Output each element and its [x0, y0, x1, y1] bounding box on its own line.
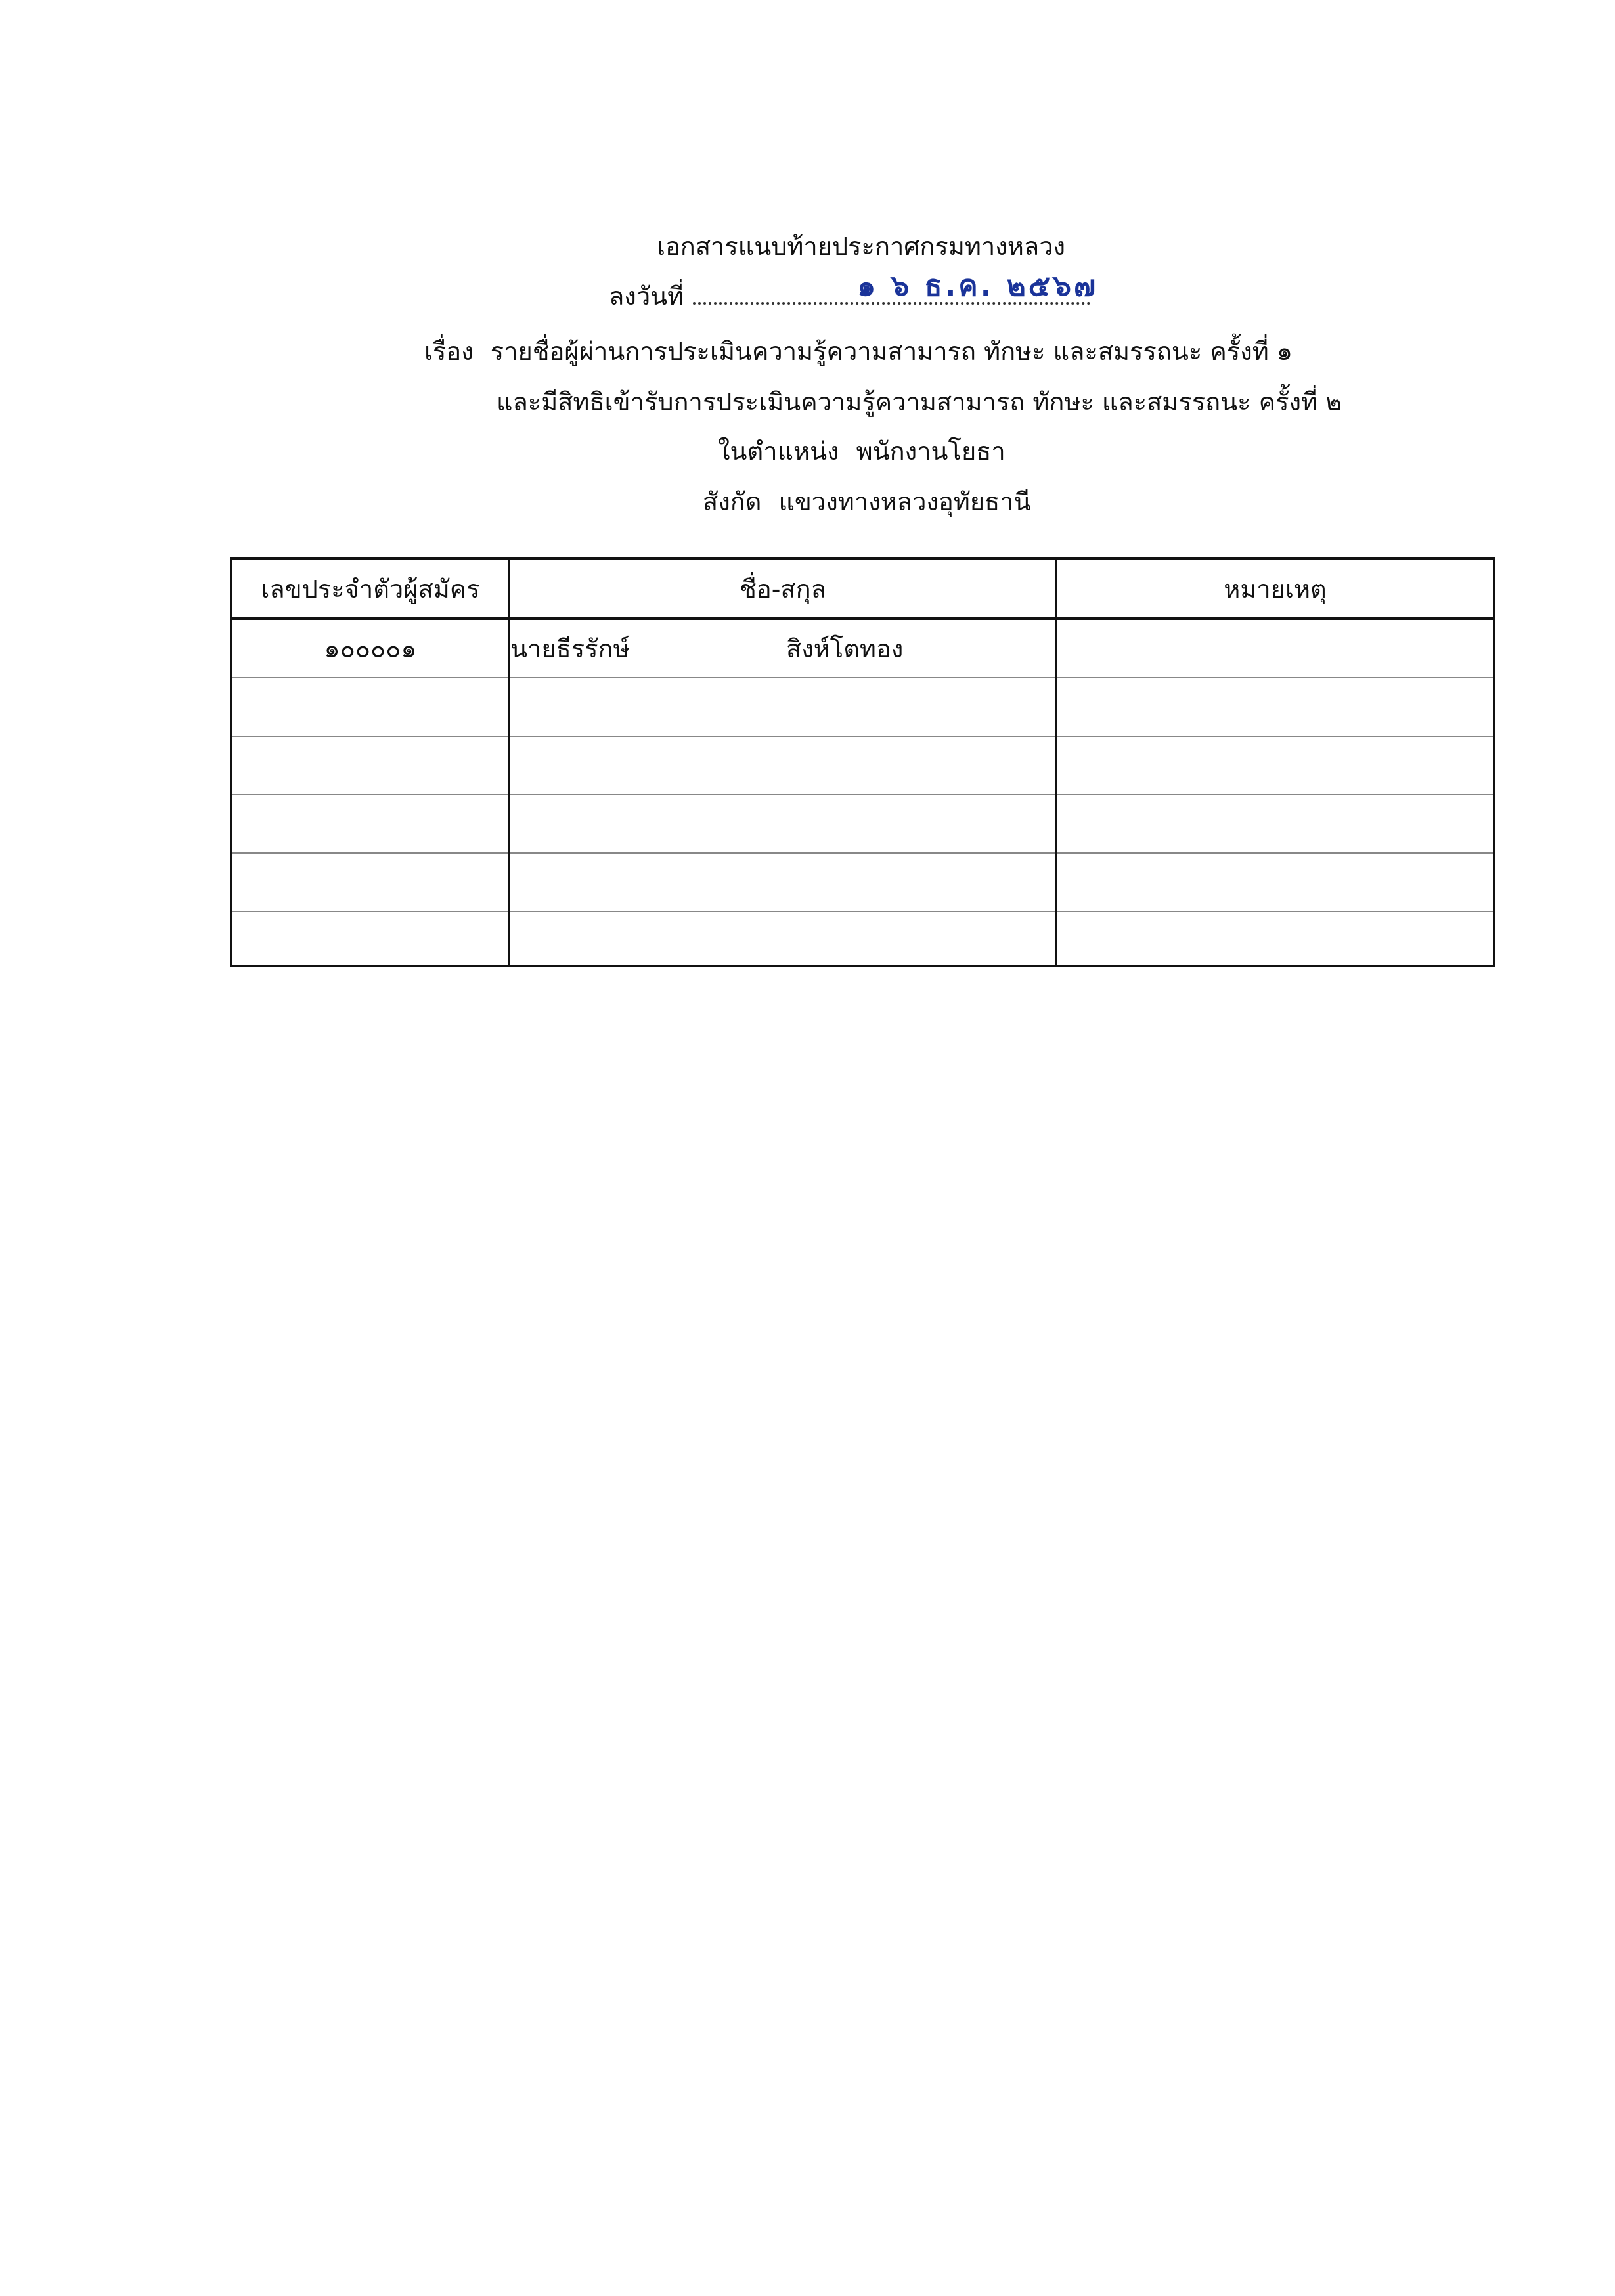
cell-name: [510, 912, 1057, 966]
cell-note: [1057, 736, 1495, 795]
cell-applicant-id: [231, 678, 510, 736]
cell-applicant-id: [231, 853, 510, 912]
position-label: ในตำแหน่ง: [718, 437, 839, 466]
cell-name: [510, 619, 1057, 678]
date-dotted-field: [693, 269, 1099, 305]
cell-applicant-id: ๑๐๐๐๐๑: [231, 619, 510, 678]
last-name: สิงห์โตทอง: [786, 634, 904, 663]
cell-name: [510, 678, 1057, 736]
table-row: [231, 795, 1494, 853]
cell-applicant-id: [231, 795, 510, 853]
table-header-row: [231, 558, 1494, 619]
position-value: พนักงานโยธา: [856, 437, 1006, 466]
table-row: [231, 853, 1494, 912]
affiliation-value: แขวงทางหลวงอุทัยธานี: [778, 487, 1031, 516]
column-header-applicant-id: เลขประจำตัวผู้สมัคร: [231, 558, 510, 619]
column-header-note: หมายเหตุ: [1057, 558, 1495, 619]
affiliation-label: สังกัด: [703, 487, 762, 516]
date-stamp: ๑ ๖ ธ.ค. ๒๕๖๗: [857, 269, 1099, 303]
date-label: ลงวันที่: [609, 282, 684, 311]
column-header-name: ชื่อ-สกุล: [510, 558, 1057, 619]
cell-applicant-id: [231, 736, 510, 795]
table-row: [231, 736, 1494, 795]
cell-note: [1057, 678, 1495, 736]
table-row: [231, 619, 1494, 678]
position-line: [718, 439, 1006, 464]
cell-note: [1057, 795, 1495, 853]
cell-note: [1057, 619, 1495, 678]
subject-text-1: รายชื่อผู้ผ่านการประเมินความรู้ความสามารถ ทักษะ และสมรรถนะ ครั้งที่ ๑: [490, 337, 1293, 366]
cell-name: [510, 795, 1057, 853]
subject-label: เรื่อง: [424, 337, 474, 366]
cell-note: [1057, 912, 1495, 966]
annex-title: เอกสารแนบท้ายประกาศกรมทางหลวง: [657, 232, 1066, 261]
date-line: [609, 269, 1099, 311]
table-row: [231, 912, 1494, 966]
cell-name: [510, 736, 1057, 795]
table-row: [231, 678, 1494, 736]
subject-line-1: [424, 339, 1293, 364]
cell-name: [510, 853, 1057, 912]
cell-note: [1057, 853, 1495, 912]
candidate-table: [230, 557, 1495, 967]
subject-line-2: และมีสิทธิเข้ารับการประเมินความรู้ความสามารถ ทักษะ และสมรรถนะ ครั้งที่ ๒: [497, 387, 1342, 416]
cell-applicant-id: [231, 912, 510, 966]
affiliation-line: [703, 489, 1031, 514]
first-name: นายธีรรักษ์: [510, 634, 630, 663]
